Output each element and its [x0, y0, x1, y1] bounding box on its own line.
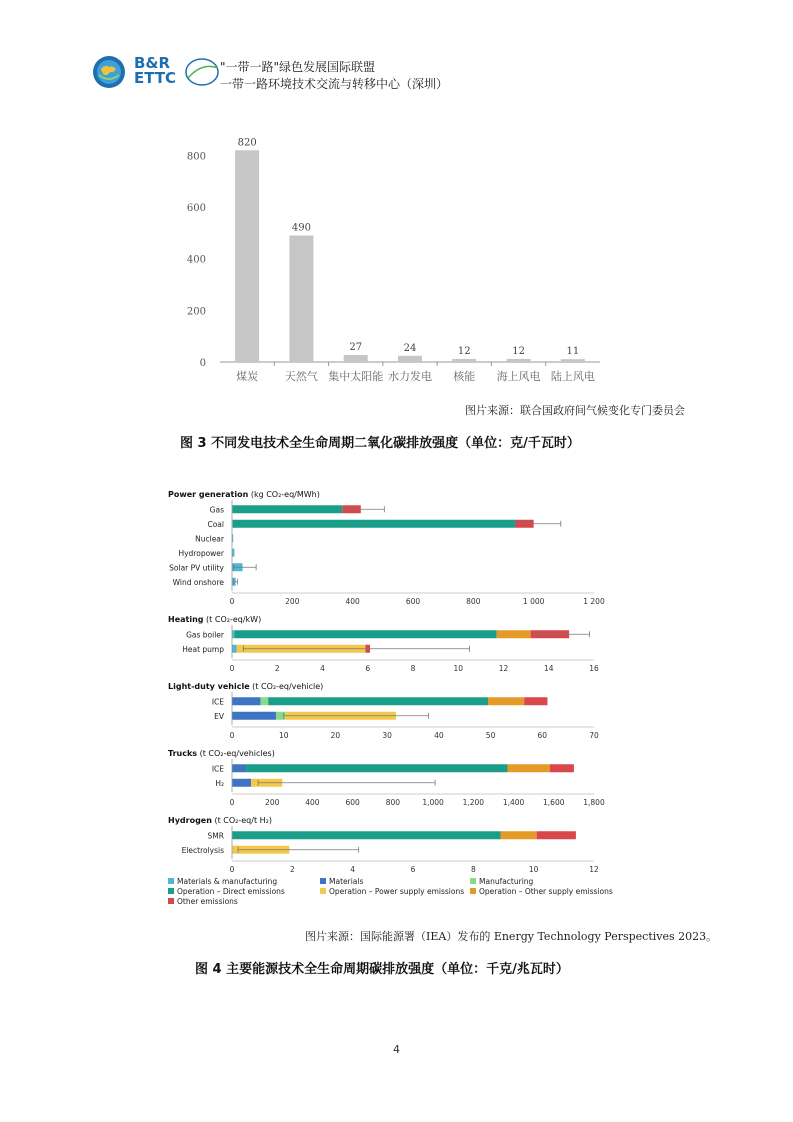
x-tick-label: 14: [543, 664, 554, 673]
figure4-source: 图片来源：国际能源署（IEA）发布的 Energy Technology Perspectives 2023。: [305, 930, 718, 943]
x-tick-label: 1 000: [522, 597, 545, 606]
bar-segment: [500, 831, 536, 839]
x-tick-label: 10: [278, 731, 289, 740]
x-tick-label: 30: [382, 731, 392, 740]
legend-label: Operation – Other supply emissions: [479, 887, 613, 896]
row-label: EV: [214, 711, 224, 721]
legend-label: Other emissions: [177, 897, 238, 906]
x-tick-label: 6: [365, 664, 371, 673]
row-label: Nuclear: [195, 534, 224, 544]
logo-line2: ETTC: [134, 69, 177, 87]
x-tick-label: 0: [229, 798, 235, 807]
panel-title: Heating (t CO₂-eq/kW): [168, 615, 262, 624]
bar-segment: [233, 505, 343, 513]
legend-swatch: [168, 898, 174, 904]
bar-segment: [232, 712, 276, 720]
bar: [398, 356, 422, 362]
x-tick-label: 1,800: [583, 798, 605, 807]
logo-swoosh-icon: [184, 56, 220, 88]
legend-swatch: [320, 878, 326, 884]
bar-segment: [234, 630, 496, 638]
row-label: Solar PV utility: [169, 563, 224, 573]
x-tick-label: 1,600: [543, 798, 565, 807]
legend-label: Operation – Direct emissions: [177, 887, 285, 896]
x-tick-label: 12: [498, 664, 509, 673]
x-tick-label: 600: [345, 798, 360, 807]
figure3-bar-chart: [170, 130, 620, 390]
bar-segment: [232, 779, 251, 787]
row-label: Electrolysis: [181, 845, 224, 855]
bar: [289, 236, 313, 362]
x-tick-label: 海上风电: [496, 370, 541, 383]
bar-segment: [260, 697, 268, 705]
figure3-caption: 图 3 不同发电技术全生命周期二氧化碳排放强度（单位：克/千瓦时）: [180, 436, 580, 451]
logo-globe-icon: [92, 55, 126, 89]
x-tick-label: 12: [589, 865, 599, 874]
x-tick-label: 70: [589, 731, 599, 740]
x-tick-label: 8: [470, 865, 476, 874]
panel-title: Light-duty vehicle (t CO₂-eq/vehicle): [168, 682, 324, 691]
bar-segment: [232, 697, 260, 705]
legend-label: Manufacturing: [479, 877, 534, 886]
x-tick-label: 6: [410, 865, 416, 874]
figure3-source: 图片来源：联合国政府间气候变化专门委员会: [465, 404, 685, 417]
row-label: Gas boiler: [186, 630, 224, 640]
x-tick-label: 0: [229, 597, 235, 606]
figure4-caption: 图 4 主要能源技术全生命周期碳排放强度（单位：千克/兆瓦时）: [195, 962, 569, 977]
data-label: 27: [349, 342, 363, 354]
row-label: SMR: [207, 831, 224, 841]
legend-label: Materials: [329, 877, 364, 886]
x-tick-label: 60: [537, 731, 548, 740]
bar-segment: [232, 831, 500, 839]
data-label: 11: [566, 346, 580, 358]
row-label: Wind onshore: [172, 577, 224, 587]
legend-swatch: [470, 888, 476, 894]
legend-label: Operation – Power supply emissions: [329, 887, 465, 896]
x-tick-label: 2: [289, 865, 295, 874]
legend-swatch: [470, 878, 476, 884]
bar-segment: [232, 764, 246, 772]
logo-line1: B&R: [134, 54, 171, 72]
x-tick-label: 200: [285, 597, 300, 606]
bar: [344, 355, 368, 362]
x-tick-label: 0: [229, 731, 235, 740]
y-tick-label: 400: [186, 254, 206, 266]
legend-swatch: [168, 888, 174, 894]
x-tick-label: 2: [274, 664, 280, 673]
bar-segment: [550, 764, 574, 772]
bar-segment: [268, 697, 488, 705]
bar-segment: [537, 831, 576, 839]
x-tick-label: 天然气: [284, 370, 318, 383]
x-tick-label: 1,200: [462, 798, 485, 807]
x-tick-label: 煤炭: [236, 370, 259, 383]
bar-segment: [246, 764, 507, 772]
header-title-line2: 一带一路环境技术交流与转移中心（深圳）: [220, 77, 449, 91]
x-tick-label: 10: [453, 664, 464, 673]
x-tick-label: 400: [305, 798, 320, 807]
y-tick-label: 200: [186, 306, 206, 318]
bar-segment: [488, 697, 524, 705]
row-label: ICE: [211, 697, 224, 707]
x-tick-label: 8: [410, 664, 416, 673]
x-tick-label: 50: [485, 731, 496, 740]
x-tick-label: 水力发电: [388, 370, 432, 383]
data-label: 12: [457, 345, 471, 357]
x-tick-label: 600: [405, 597, 421, 606]
panel-title: Trucks (t CO₂-eq/vehicles): [168, 749, 275, 758]
x-tick-label: 200: [265, 798, 280, 807]
panel-title: Power generation (kg CO₂-eq/MWh): [168, 490, 320, 499]
x-tick-label: 陆上风电: [550, 370, 595, 383]
bar: [561, 359, 585, 362]
bar-segment: [508, 764, 550, 772]
data-label: 12: [512, 345, 525, 357]
legend-label: Materials & manufacturing: [177, 877, 278, 886]
row-label: ICE: [211, 764, 224, 774]
figure4-stacked-chart: [160, 484, 630, 914]
header-title-line1: "一带一路"绿色发展国际联盟: [220, 60, 376, 74]
y-tick-label: 800: [186, 151, 206, 163]
x-tick-label: 800: [385, 798, 401, 807]
data-label: 820: [237, 137, 257, 149]
bar: [235, 150, 259, 362]
x-tick-label: 16: [589, 664, 599, 673]
x-tick-label: 核能: [453, 370, 476, 383]
row-label: Hydropower: [178, 548, 224, 558]
row-label: H₂: [215, 778, 224, 788]
x-tick-label: 1,000: [422, 798, 444, 807]
logo-text: [134, 56, 176, 86]
legend-swatch: [168, 878, 174, 884]
x-tick-label: 4: [320, 664, 325, 673]
y-tick-label: 0: [199, 358, 206, 369]
row-label: Heat pump: [182, 644, 224, 654]
x-tick-label: 800: [466, 597, 481, 606]
bar: [452, 359, 476, 362]
page-number: 4: [393, 1043, 400, 1056]
bar-segment: [233, 520, 515, 528]
x-tick-label: 10: [528, 865, 539, 874]
bar-segment: [232, 645, 237, 653]
bar-segment: [524, 697, 547, 705]
legend-swatch: [320, 888, 326, 894]
x-tick-label: 0: [229, 865, 235, 874]
bar-segment: [497, 630, 531, 638]
x-tick-label: 400: [345, 597, 360, 606]
bar: [507, 359, 531, 362]
data-label: 24: [403, 342, 417, 354]
x-tick-label: 0: [229, 664, 235, 673]
x-tick-label: 集中太阳能: [328, 370, 384, 383]
panel-title: Hydrogen (t CO₂-eq/t H₂): [168, 816, 272, 825]
data-label: 490: [291, 222, 311, 234]
row-label: Coal: [207, 519, 224, 529]
row-label: Gas: [209, 505, 224, 515]
x-tick-label: 1,400: [502, 798, 525, 807]
x-tick-label: 4: [350, 865, 356, 874]
x-tick-label: 40: [434, 731, 444, 740]
x-tick-label: 20: [330, 731, 341, 740]
y-tick-label: 600: [186, 203, 206, 215]
x-tick-label: 1 200: [583, 597, 605, 606]
